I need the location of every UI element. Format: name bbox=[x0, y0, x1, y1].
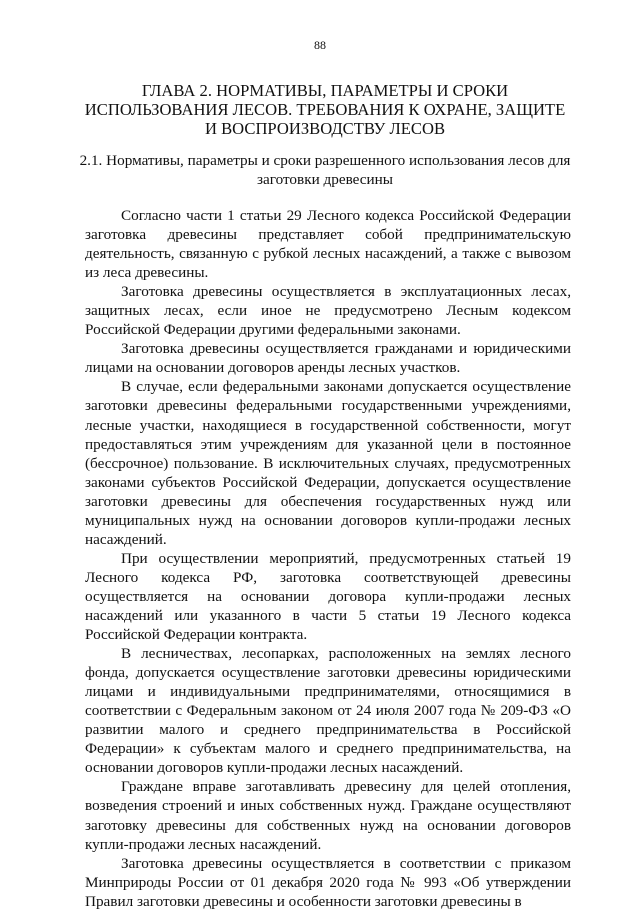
paragraph: В случае, если федеральными законами допускается осуществление заготовки древесины федеральными государственными учреждениями, лесные участки, находящиеся в государственной собственности, могут предоставляться этим учреждениям для указанной цели в постоянное (бессрочное) пользование. В исключительных случаях, предусмотренных законами субъектов Российской Федерации, допускается осуществление заготовки древесины для обеспечения государственных нужд или муниципальных нужд на основании договоров купли-продажи лесных насаждений. bbox=[85, 378, 571, 548]
paragraph: При осуществлении мероприятий, предусмотренных статьей 19 Лесного кодекса РФ, заготовка соответствующей древесины осуществляется на основании договора купли-продажи лесных насаждений или указанного в части 5 статьи 19 Лесного кодекса Российской Федерации контракта. bbox=[85, 549, 571, 644]
paragraph: Заготовка древесины осуществляется в эксплуатационных лесах, защитных лесах, если иное не предусмотрено Лесным кодексом Российской Федерации другими федеральными законами. bbox=[85, 283, 571, 339]
paragraph: Граждане вправе заготавливать древесину для целей отопления, возведения строений и иных собственных нужд. Граждане осуществляют заготовку древесины для собственных нужд на основании договоров купли-продажи лесных насаждений. bbox=[85, 778, 571, 853]
paragraph: В лесничествах, лесопарках, расположенных на землях лесного фонда, допускается осуществление заготовки древесины юридическими лицами и индивидуальными предпринимателями, относящимися в соответствии с Федеральным законом от 24 июля 2007 года № 209-ФЗ «О развитии малого и среднего предпринимательства в Российской Федерации» к субъектам малого и среднего предпринимательства, на основании договоров купли-продажи лесных насаждений. bbox=[85, 645, 571, 777]
paragraph: Согласно части 1 статьи 29 Лесного кодекса Российской Федерации заготовка древесины представляет собой предпринимательскую деятельность, связанную с рубкой лесных насаждений, а также с вывозом из леса древесины. bbox=[85, 207, 571, 282]
page-number: 88 bbox=[314, 38, 326, 52]
section-title: 2.1. Нормативы, параметры и сроки разрешенного использования лесов для заготовки древесины bbox=[79, 152, 571, 188]
paragraph: Заготовка древесины осуществляется гражданами и юридическими лицами на основании договоров аренды лесных участков. bbox=[85, 340, 571, 377]
chapter-title: ГЛАВА 2. НОРМАТИВЫ, ПАРАМЕТРЫ И СРОКИ ИСПОЛЬЗОВАНИЯ ЛЕСОВ. ТРЕБОВАНИЯ К ОХРАНЕ, ЗАЩИТЕ И ВОСПРОИЗВОДСТВУ ЛЕСОВ bbox=[84, 81, 566, 138]
paragraph: Заготовка древесины осуществляется в соответствии с приказом Минприроды России от 01 декабря 2020 года № 993 «Об утверждении Правил заготовки древесины и особенности заготовки древесины в bbox=[85, 854, 571, 910]
body-text bbox=[85, 206, 571, 911]
